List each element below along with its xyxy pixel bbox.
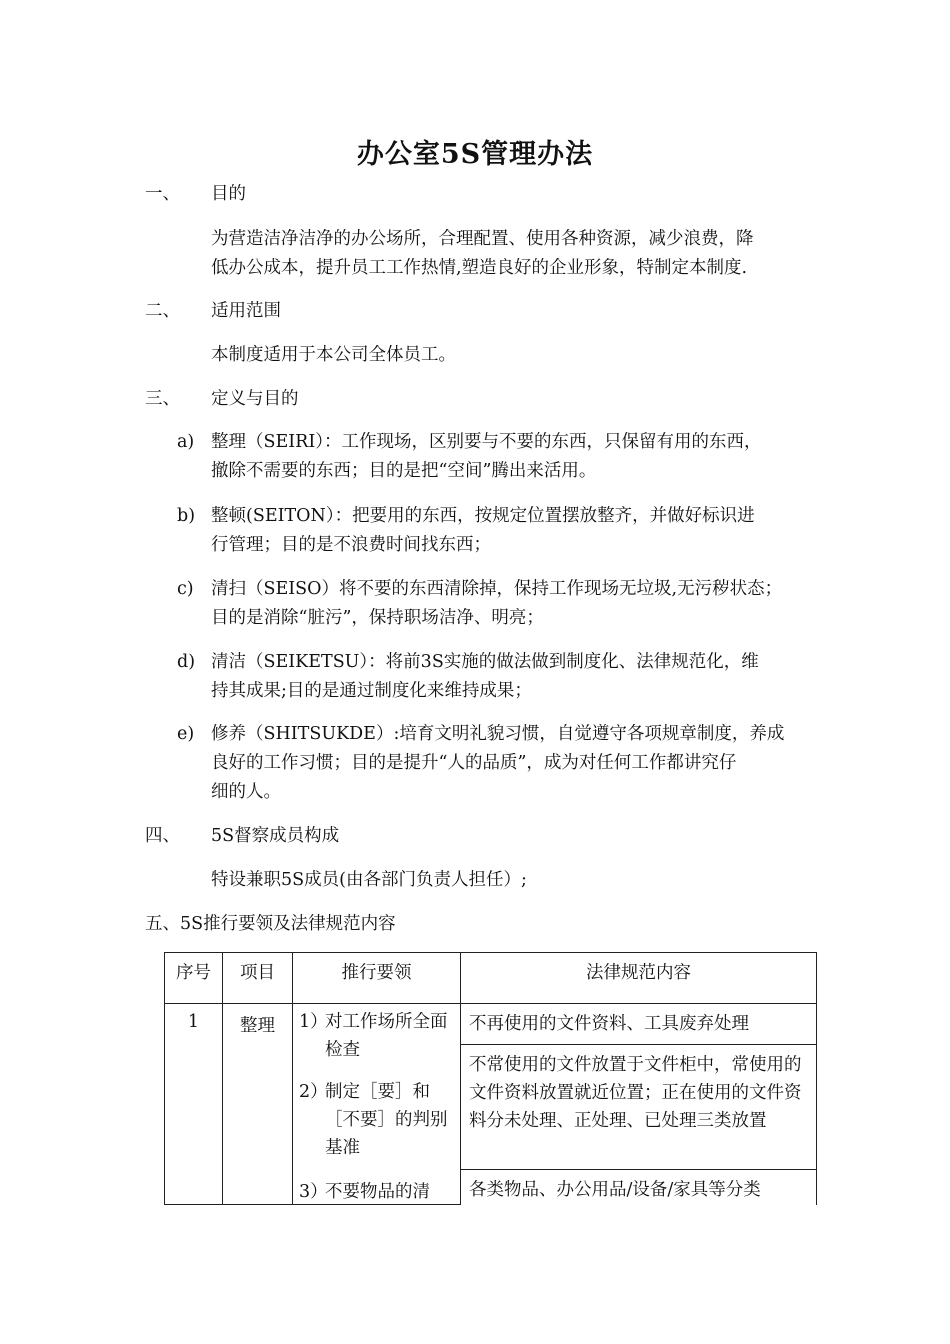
- list-item-e-line3: 细的人。: [211, 782, 281, 802]
- column-header-regulations: 法律规范内容: [461, 953, 817, 1004]
- list-item-d-line2: 持其成果;目的是通过制度化来维持成果；: [211, 681, 532, 701]
- section-4-body: 特设兼职5S成员(由各部门负责人担任）;: [211, 870, 527, 890]
- key-point-2-text: 制定［要］和［不要］的判别基准: [325, 1082, 448, 1158]
- list-item-c-marker: c): [177, 579, 194, 599]
- list-item-e-line2: 良好的工作习惯；目的是提升“人的品质”，成为对任何工作都讲究仔: [211, 753, 737, 773]
- document-title: 办公室5S管理办法: [356, 139, 594, 170]
- section-1-body-line1: 为营造洁净洁净的办公场所，合理配置、使用各种资源，减少浪费，降: [211, 229, 754, 249]
- list-item-a-line1: 整理（SEIRI）：工作现场，区别要与不要的东西，只保留有用的东西，: [211, 432, 762, 452]
- list-item-d-line1: 清洁（SEIKETSU）：将前3S实施的做法做到制度化、法律规范化，维: [211, 652, 759, 672]
- list-item-a-marker: a): [177, 432, 195, 452]
- section-1-number: 一、: [145, 184, 180, 204]
- section-2-number: 二、: [145, 301, 180, 321]
- key-point-3-number: 3）: [299, 1182, 328, 1202]
- row-number-cell: 1: [165, 1004, 223, 1205]
- list-item-e-marker: e): [177, 724, 195, 744]
- section-1-body-line2: 低办公成本，提升员工工作热情,塑造良好的企业形象，特制定本制度.: [211, 258, 748, 278]
- list-item-e-line1: 修养（SHITSUKDE）:培育文明礼貌习惯，自觉遵守各项规章制度，养成: [211, 724, 785, 744]
- regulation-cell-3: 各类物品、办公用品/设备/家具等分类: [461, 1170, 817, 1205]
- key-point-2-number: 2）: [299, 1082, 328, 1102]
- rules-table: [164, 952, 817, 1205]
- section-3-number: 三、: [145, 389, 180, 409]
- list-item-b-line1: 整顿(SEITON）：把要用的东西，按规定位置摆放整齐，并做好标识进: [211, 506, 755, 526]
- section-1-heading: 目的: [211, 184, 246, 204]
- section-2-body: 本制度适用于本公司全体员工。: [211, 345, 456, 365]
- table-header-row: [165, 953, 817, 1004]
- key-points-cell: [293, 1004, 461, 1205]
- key-point-1-number: 1）: [299, 1012, 328, 1032]
- list-item-d-marker: d): [177, 652, 196, 672]
- section-3-heading: 定义与目的: [211, 389, 299, 409]
- section-4-number: 四、: [145, 826, 180, 846]
- row-item-cell: 整理: [223, 1004, 293, 1205]
- list-item-a-line2: 撤除不需要的东西；目的是把“空间”腾出来活用。: [211, 461, 597, 481]
- section-2-heading: 适用范围: [211, 301, 281, 321]
- list-item-c-line1: 清扫（SEISO）将不要的东西清除掉，保持工作现场无垃圾,无污秽状态；: [211, 579, 783, 599]
- section-4-heading: 5S督察成员构成: [211, 826, 340, 846]
- column-header-number: 序号: [165, 953, 223, 1004]
- list-item-b-marker: b): [177, 506, 196, 526]
- regulation-cell-1: 不再使用的文件资料、工具废弃处理: [461, 1004, 817, 1045]
- key-point-1-text: 对工作场所全面检查: [325, 1012, 448, 1060]
- section-5-heading: 五、5S推行要领及法律规范内容: [145, 914, 396, 934]
- regulation-cell-2: 不常使用的文件放置于文件柜中，常使用的文件资料放置就近位置；正在使用的文件资料分未处理、正处理、已处理三类放置: [461, 1045, 817, 1170]
- list-item-b-line2: 行管理；目的是不浪费时间找东西；: [211, 535, 491, 555]
- column-header-item: 项目: [223, 953, 293, 1004]
- list-item-c-line2: 目的是消除“脏污”，保持职场洁净、明亮；: [211, 608, 544, 628]
- column-header-key-points: 推行要领: [293, 953, 461, 1004]
- key-point-3-text: 不要物品的清: [325, 1182, 430, 1202]
- table-row: [165, 1004, 817, 1045]
